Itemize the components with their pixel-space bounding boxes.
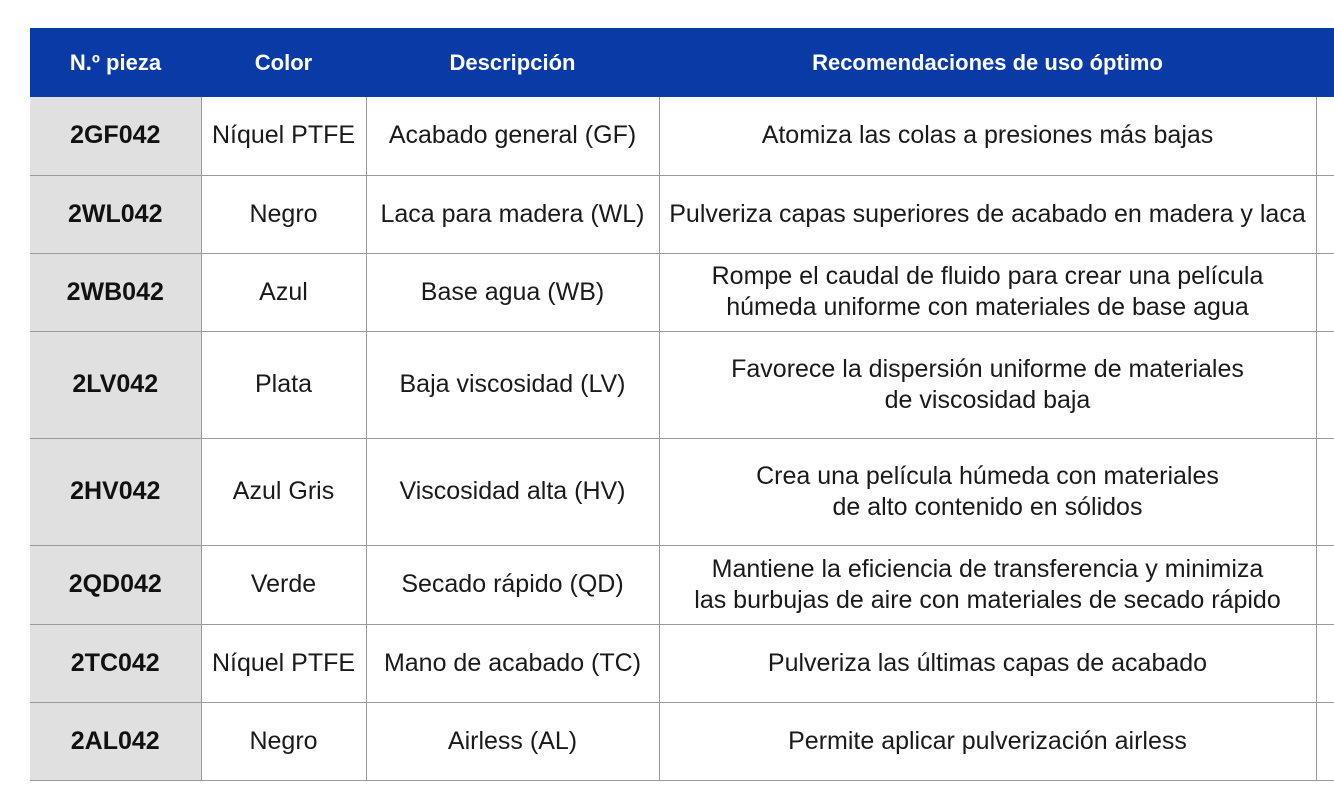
header-color: Color (201, 28, 366, 97)
recommendation-line: Pulveriza las últimas capas de acabado (767, 648, 1208, 677)
description-cell: Baja viscosidad (LV) (366, 331, 659, 438)
recommendation-cell (659, 253, 1316, 331)
header-part-number: N.º pieza (30, 28, 201, 97)
description-cell: Laca para madera (WL) (366, 175, 659, 253)
row-spacer (1316, 702, 1334, 780)
recommendation-cell (659, 438, 1316, 545)
part-number-cell: 2GF042 (30, 97, 201, 175)
recommendation-line: Atomiza las colas a presiones más bajas (761, 121, 1214, 150)
description-cell: Mano de acabado (TC) (366, 624, 659, 702)
header-spacer (1316, 28, 1334, 97)
recommendation-line: Mantiene la eficiencia de transferencia y minimiza (711, 554, 1264, 583)
table-row (30, 175, 1334, 253)
row-spacer (1316, 545, 1334, 624)
row-spacer (1316, 624, 1334, 702)
part-number-cell: 2LV042 (30, 331, 201, 438)
recommendation-line: las burbujas de aire con materiales de secado rápido (694, 585, 1281, 614)
color-cell: Azul (201, 253, 366, 331)
recommendation-line: Crea una película húmeda con materiales (756, 461, 1219, 490)
description-cell: Acabado general (GF) (366, 97, 659, 175)
part-number-cell: 2WL042 (30, 175, 201, 253)
part-number-cell: 2TC042 (30, 624, 201, 702)
recommendation-cell (659, 545, 1316, 624)
part-number-cell: 2WB042 (30, 253, 201, 331)
color-cell: Níquel PTFE (201, 97, 366, 175)
color-cell: Negro (201, 175, 366, 253)
row-spacer (1316, 438, 1334, 545)
row-spacer (1316, 97, 1334, 175)
recommendation-line: Permite aplicar pulverización airless (788, 726, 1187, 755)
color-cell: Azul Gris (201, 438, 366, 545)
part-number-cell: 2HV042 (30, 438, 201, 545)
table-row (30, 97, 1334, 175)
header-description: Descripción (366, 28, 659, 97)
recommendation-line: Rompe el caudal de fluido para crear una película (711, 262, 1264, 290)
part-number-cell: 2AL042 (30, 702, 201, 780)
recommendation-line: Pulveriza capas superiores de acabado en madera y laca (669, 199, 1306, 228)
row-spacer (1316, 253, 1334, 331)
color-cell: Negro (201, 702, 366, 780)
row-spacer (1316, 175, 1334, 253)
color-cell: Verde (201, 545, 366, 624)
color-cell: Plata (201, 331, 366, 438)
recommendation-cell (659, 175, 1316, 253)
table-row (30, 331, 1334, 438)
row-spacer (1316, 331, 1334, 438)
header-recommendations: Recomendaciones de uso óptimo (659, 28, 1316, 97)
description-cell: Airless (AL) (366, 702, 659, 780)
description-cell: Base agua (WB) (366, 253, 659, 331)
recommendation-line: de alto contenido en sólidos (832, 492, 1143, 521)
part-number-cell: 2QD042 (30, 545, 201, 624)
recommendation-cell (659, 331, 1316, 438)
recommendation-cell (659, 702, 1316, 780)
recommendation-cell (659, 624, 1316, 702)
parts-table (30, 28, 1334, 781)
description-cell: Secado rápido (QD) (366, 545, 659, 624)
table-row (30, 624, 1334, 702)
color-cell: Níquel PTFE (201, 624, 366, 702)
table-row (30, 438, 1334, 545)
table-row (30, 253, 1334, 331)
recommendation-cell (659, 97, 1316, 175)
recommendation-line: Favorece la dispersión uniforme de materiales (731, 354, 1244, 383)
table-row (30, 702, 1334, 780)
recommendation-line: de viscosidad baja (884, 385, 1091, 414)
description-cell: Viscosidad alta (HV) (366, 438, 659, 545)
table-row (30, 545, 1334, 624)
header-row (30, 28, 1334, 97)
recommendation-line: húmeda uniforme con materiales de base agua (726, 293, 1249, 321)
